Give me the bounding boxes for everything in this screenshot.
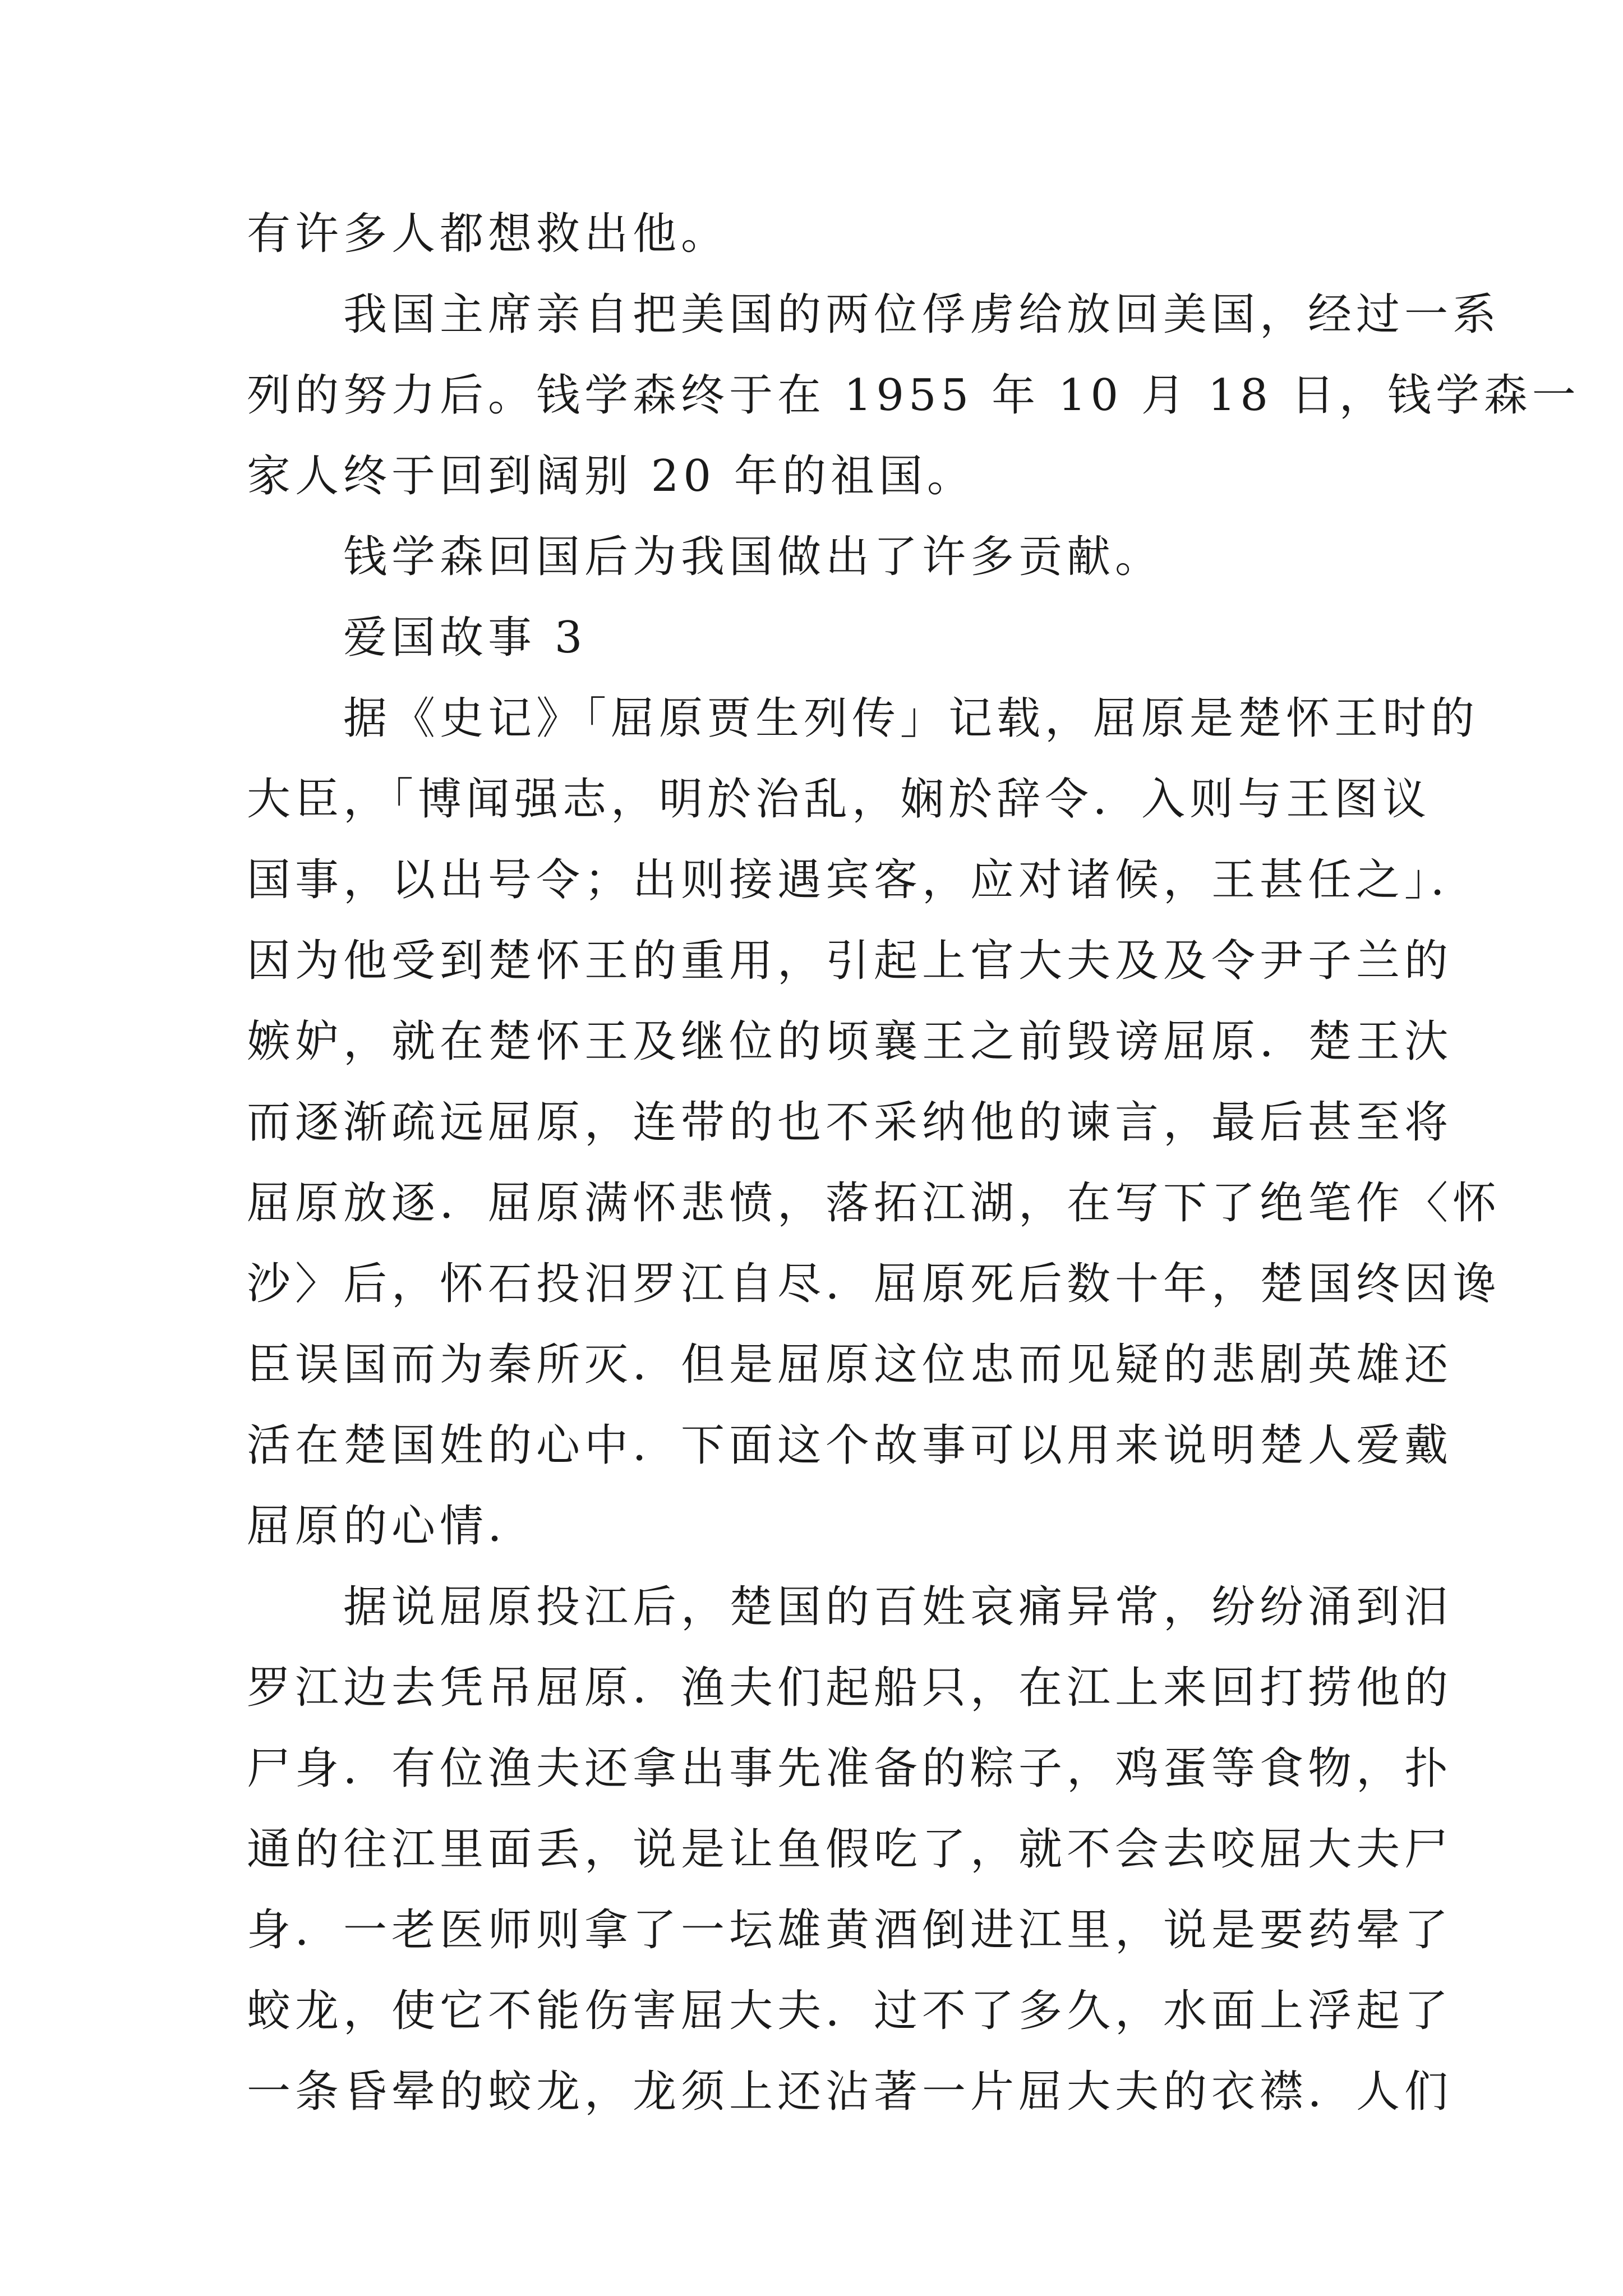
text-line: 因为他受到楚怀王的重用，引起上官大夫及及令尹子兰的 bbox=[247, 936, 1453, 986]
text-line: 大臣，「博闻强志，明於治乱，娴於辞令．入则与王图议 bbox=[247, 774, 1431, 825]
text-line: 蛟龙，使它不能伤害屈大夫．过不了多久，水面上浮起了 bbox=[247, 1986, 1453, 2036]
text-line: 沙〉后，怀石投汨罗江自尽．屈原死后数十年，楚国终因谗 bbox=[247, 1259, 1501, 1309]
text-line: 据说屈原投江后，楚国的百姓哀痛异常，纷纷涌到汨 bbox=[247, 1582, 1453, 1632]
text-line: 国事，以出号令；出则接遇宾客，应对诸候，王甚任之」． bbox=[247, 855, 1479, 905]
text-line: 列的努力后。钱学森终于在 1955 年 10 月 18 日，钱学森一 bbox=[247, 370, 1580, 421]
text-line: 罗江边去凭吊屈原．渔夫们起船只，在江上来回打捞他的 bbox=[247, 1663, 1453, 1713]
text-line: 屈原的心情． bbox=[247, 1501, 537, 1552]
text-line: 我国主席亲自把美国的两位俘虏给放回美国，经过一系 bbox=[247, 289, 1501, 340]
article-body bbox=[247, 194, 1580, 2132]
text-line: 有许多人都想救出他。 bbox=[247, 209, 730, 259]
text-line: 身．一老医师则拿了一坛雄黄酒倒进江里，说是要药晕了 bbox=[247, 1905, 1453, 1955]
section-heading: 爱国故事 3 bbox=[247, 613, 587, 663]
text-line: 屈原放逐．屈原满怀悲愤，落拓江湖，在写下了绝笔作〈怀 bbox=[247, 1178, 1501, 1228]
text-line: 尸身．有位渔夫还拿出事先准备的粽子，鸡蛋等食物，扑 bbox=[247, 1743, 1453, 1794]
text-line: 而逐渐疏远屈原，连带的也不采纳他的谏言，最后甚至将 bbox=[247, 1097, 1453, 1148]
text-line: 一条昏晕的蛟龙，龙须上还沾著一片屈大夫的衣襟．人们 bbox=[247, 2067, 1453, 2117]
text-line: 臣误国而为秦所灭．但是屈原这位忠而见疑的悲剧英雄还 bbox=[247, 1340, 1453, 1390]
text-line: 钱学森回国后为我国做出了许多贡献。 bbox=[247, 532, 1164, 582]
text-line: 据《史记》「屈原贾生列传」记载，屈原是楚怀王时的 bbox=[247, 693, 1479, 744]
text-line: 嫉妒，就在楚怀王及继位的顷襄王之前毁谤屈原．楚王汏 bbox=[247, 1016, 1453, 1067]
text-line: 家人终于回到阔别 20 年的祖国。 bbox=[247, 451, 975, 501]
text-line: 活在楚国姓的心中．下面这个故事可以用来说明楚人爱戴 bbox=[247, 1420, 1453, 1471]
text-line: 通的往江里面丢，说是让鱼假吃了，就不会去咬屈大夫尸 bbox=[247, 1824, 1453, 1875]
